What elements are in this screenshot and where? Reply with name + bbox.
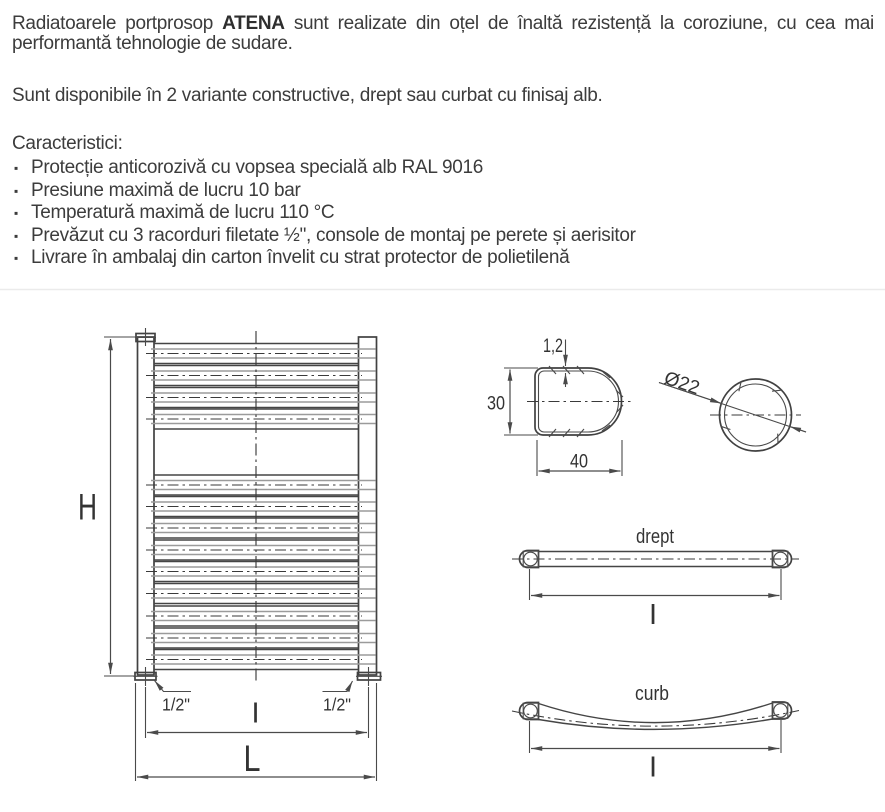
dimension-label-h: H [78,486,97,528]
curved-end-cap-left [520,703,539,720]
list-item [12,247,874,270]
product-name: ATENA [222,13,285,34]
bullet-icon: ▪ [14,206,18,220]
dimension-wall-thickness [543,336,566,387]
dimension-label-diameter: Ø22 [661,367,703,400]
towel-tube-rungs [146,344,376,670]
dimension-label-l: L [243,738,261,779]
intro-paragraph-start: Radiatoarele portprosop [12,13,223,34]
bullet-icon: ▪ [14,251,18,265]
list-item-text: Protecție anticorozivă cu vopsea specială alb RAL 9016 [31,157,484,178]
variant-curved-label: curb [635,683,669,705]
connection-size-label-right: 1/2" [323,694,351,715]
characteristics-heading: Caracteristici: [12,133,123,154]
bottom-connection-right [356,667,382,686]
curved-tube-bottom-edge [539,719,773,729]
dimension-height [78,337,137,676]
list-item-text: Prevăzut cu 3 racorduri filetate ½", console de montaj pe perete și aerisitor [31,224,636,246]
dimension-label-30: 30 [487,393,505,415]
dimension-profile-width [537,440,622,476]
connection-size-label-left: 1/2" [162,694,190,715]
curved-tube-centerline [512,711,799,727]
dimension-label-i: I [251,697,260,730]
list-item-text: Livrare în ambalaj din carton învelit cu strat protector de polietilenă [31,247,570,268]
curved-tube-top-edge [539,703,773,723]
round-tube-detail [659,368,806,451]
dimension-label-1-2: 1,2 [543,336,563,357]
dimension-label-i-straight: I [649,599,658,631]
technical-drawing [0,282,885,812]
dimension-label-40: 40 [570,451,588,473]
list-item [12,180,874,203]
variant-straight-view [512,526,799,631]
bullet-icon: ▪ [14,228,18,243]
dimension-tube-diameter [659,368,806,432]
tube-section-detail [487,336,632,476]
characteristics-list [12,157,874,270]
intro-text-block [12,0,874,270]
list-item [12,202,874,225]
intro-paragraph [12,14,874,53]
bullet-icon: ▪ [14,161,18,175]
variant-curved-view [512,683,799,784]
variants-paragraph: Sunt disponibile în 2 variante constructive, drept sau curbat cu finisaj alb. [12,85,603,106]
list-item-text: Temperatură maximă de lucru 110 °C [31,202,335,223]
dimension-straight-axis [530,569,782,631]
variant-straight-label: drept [636,526,675,548]
radiator-front-view [78,328,382,781]
curved-end-cap-right [773,702,792,719]
list-item-text: Presiune maximă de lucru 10 bar [31,179,301,201]
list-item [12,225,874,248]
intro-paragraph-end: sunt realizate din oțel de înaltă rezistență la coroziune, cu cea mai performantă tehnologie de sudare. [12,13,874,54]
dimension-label-i-curved: I [649,751,658,784]
list-item [12,157,874,180]
bullet-icon: ▪ [14,183,18,198]
